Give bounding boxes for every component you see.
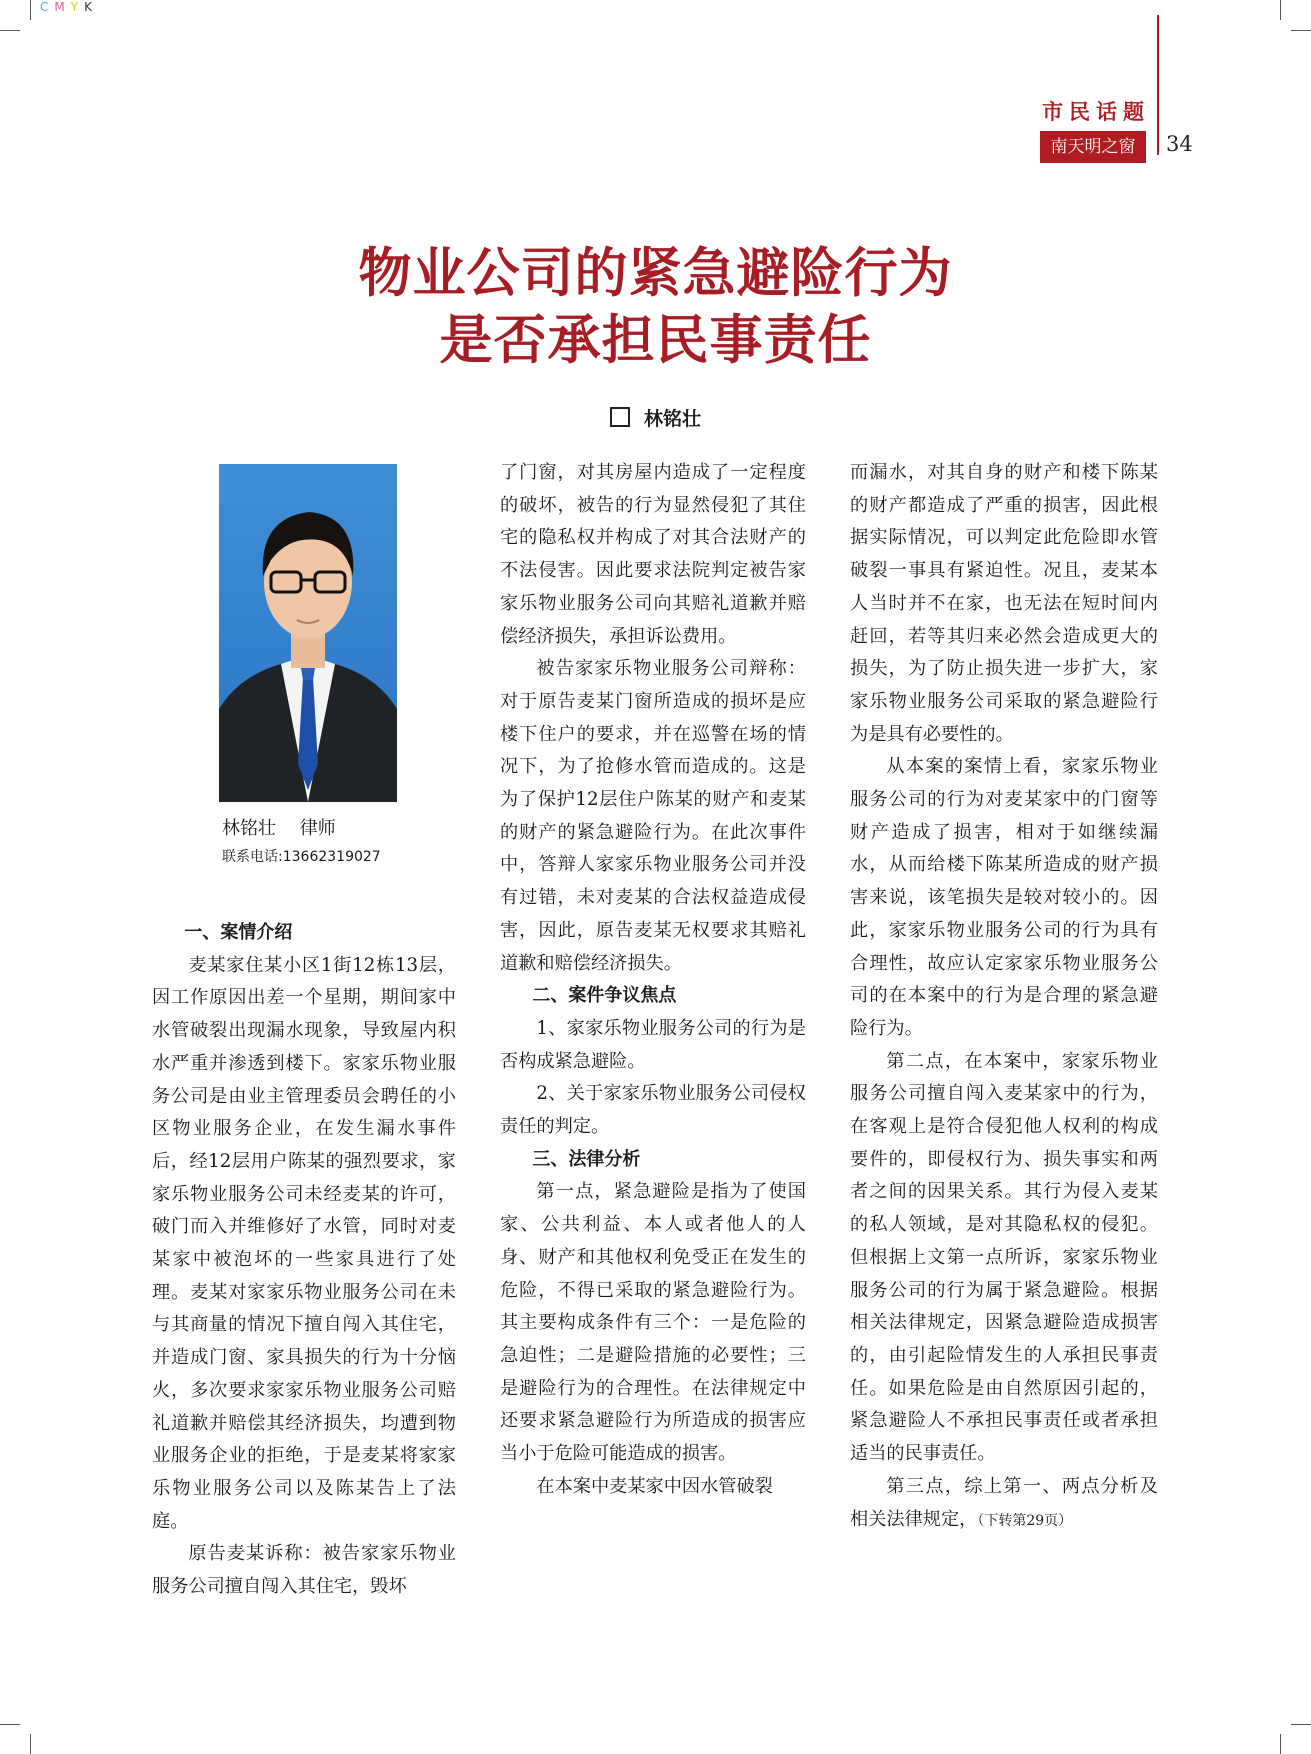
title-line-1: 物业公司的紧急避险行为: [358, 243, 953, 304]
page-number: 34: [1166, 132, 1193, 156]
text-column-2: [500, 457, 806, 1504]
portrait-illustration: [219, 464, 397, 802]
section-heading: 三、法律分析: [532, 1148, 641, 1170]
header-rule: [1157, 15, 1159, 155]
continued-note: （下转第29页）: [977, 1512, 1073, 1529]
crop-mark: [1291, 30, 1311, 31]
text-column-1: [152, 917, 456, 1604]
color-mark-c: C: [40, 0, 55, 14]
paragraph: 从本案的案情上看，家家乐物业服务公司的行为对麦某家中的门窗等财产造成了损害，相对于如继续漏水，从而给楼下陈某所造成的财产损害来说，该笔损失是较对较小的。因此，家家乐物业服务公司的行为具有合理性，故应认定家家乐物业服务公司的在本案中的行为是合理的紧急避险行为。: [850, 756, 1158, 1039]
paragraph: 在本案中麦某家中因水管破裂: [536, 1475, 773, 1497]
paragraph: 麦某家住某小区1街12栋13层，因工作原因出差一个星期，期间家中水管破裂出现漏水现象，导致屋内积水严重并渗透到楼下。家家乐物业服务公司是由业主管理委员会聘任的小区物业服务企业，在发生漏水事件后，经12层用户陈某的强烈要求，家家乐物业服务公司未经麦某的许可，破门而入并维修好了水管，同时对麦某家中被泡坏的一些家具进行了处理。麦某对家家乐物业服务公司在未与其商量的情况下擅自闯入其住宅，并造成门窗、家具损失的行为十分恼火，多次要求家家乐物业服务公司赔礼道歉并赔偿其经济损失，均遭到物业服务企业的拒绝，于是麦某将家家乐物业服务公司以及陈某告上了法庭。: [152, 954, 456, 1532]
photo-caption-phone: 联系电话:13662319027: [222, 849, 381, 865]
crop-mark: [0, 30, 20, 31]
column-tag: 南天明之窗: [1040, 131, 1146, 163]
crop-mark: [30, 0, 31, 20]
paragraph: 1、家家乐物业服务公司的行为是否构成紧急避险。: [500, 1017, 806, 1072]
section-title: 市民话题: [1042, 100, 1150, 124]
title-line-2: 是否承担民事责任: [439, 310, 872, 371]
paragraph-text: 第三点，综上第一、两点分析及相关法律规定，: [850, 1475, 1158, 1530]
paragraph: 被告家家乐物业服务公司辩称：对于原告麦某门窗所造成的损坏是应楼下住户的要求，并在巡警在场的情况下，为了抢修水管而造成的。这是为了保护12层住户陈某的财产和麦某的财产的紧急避险行为。在此次事件中，答辩人家家乐物业服务公司并没有过错，未对麦某的合法权益造成侵害，因此，原告麦某无权要求其赔礼道歉和赔偿经济损失。: [500, 658, 806, 974]
crop-mark: [1280, 0, 1281, 20]
paragraph: 第二点，在本案中，家家乐物业服务公司擅自闯入麦某家中的行为，在客观上是符合侵犯他人权利的构成要件的，即侵权行为、损失事实和两者之间的因果关系。其行为侵入麦某的私人领域，是对其隐私权的侵犯。但根据上文第一点所诉，家家乐物业服务公司的行为属于紧急避险。根据相关法律规定，因紧急避险造成损害的，由引起险情发生的人承担民事责任。如果危险是由自然原因引起的，紧急避险人不承担民事责任或者承担适当的民事责任。: [850, 1050, 1158, 1465]
crop-mark: [30, 1734, 31, 1754]
color-mark-y: Y: [70, 0, 85, 14]
author-photo: [219, 464, 397, 802]
text-column-3: [850, 457, 1158, 1537]
paragraph: 而漏水，对其自身的财产和楼下陈某的财产都造成了严重的损害，因此根据实际情况，可以判定此危险即水管破裂一事具有紧迫性。况且，麦某本人当时并不在家，也无法在短时间内赶回，若等其归来必然会造成更大的损失，为了防止损失进一步扩大，家家乐物业服务公司采取的紧急避险行为是具有必要性的。: [850, 462, 1158, 745]
square-icon: [610, 407, 630, 427]
author-name: 林铭壮: [643, 408, 701, 430]
crop-mark: [0, 1724, 20, 1725]
paragraph: 了门窗，对其房屋内造成了一定程度的破坏，被告的行为显然侵犯了其住宅的隐私权并构成了对其合法财产的不法侵害。因此要求法院判定被告家家乐物业服务公司向其赔礼道歉并赔偿经济损失，承担诉讼费用。: [500, 462, 806, 647]
crop-mark: [1291, 1724, 1311, 1725]
color-registration-marks: [40, 0, 98, 14]
photo-caption-name: 林铭壮 律师: [222, 818, 336, 839]
crop-mark: [1280, 1734, 1281, 1754]
section-heading: 二、案件争议焦点: [532, 985, 677, 1007]
paragraph: 2、关于家家乐物业服务公司侵权责任的判定。: [500, 1083, 806, 1138]
article-title: [0, 240, 1311, 374]
byline: [0, 404, 1311, 431]
paragraph: [850, 1471, 1158, 1537]
color-mark-m: M: [54, 0, 71, 14]
paragraph: 原告麦某诉称：被告家家乐物业服务公司擅自闯入其住宅，毁坏: [152, 1543, 456, 1598]
paragraph: 第一点，紧急避险是指为了使国家、公共利益、本人或者他人的人身、财产和其他权利免受正在发生的危险，不得已采取的紧急避险行为。其主要构成条件有三个：一是危险的急迫性；二是避险措施的必要性；三是避险行为的合理性。在法律规定中还要求紧急避险行为所造成的损害应当小于危险可能造成的损害。: [500, 1181, 806, 1465]
color-mark-k: K: [84, 0, 98, 14]
section-heading: 一、案情介绍: [184, 922, 293, 943]
